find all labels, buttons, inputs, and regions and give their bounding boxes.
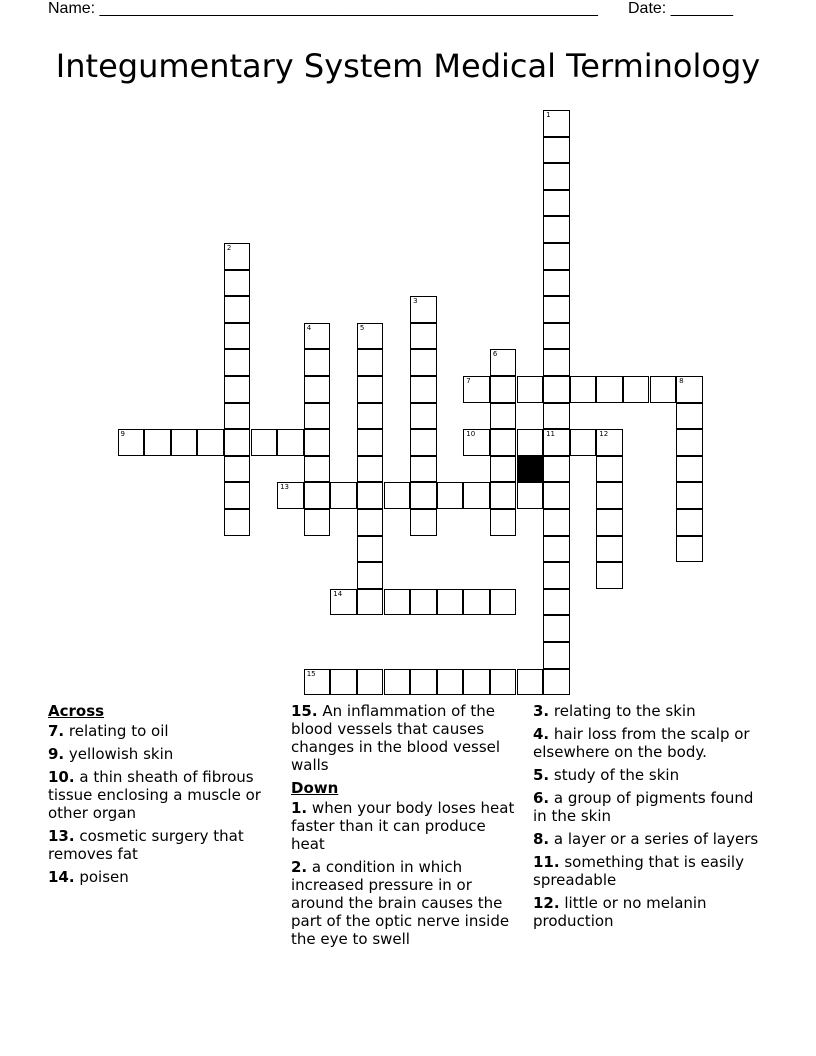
crossword-cell[interactable]	[410, 296, 437, 323]
crossword-cell[interactable]	[437, 482, 464, 509]
crossword-cell[interactable]	[463, 429, 490, 456]
crossword-cell[interactable]	[676, 509, 703, 536]
crossword-cell[interactable]	[490, 349, 517, 376]
crossword-cell[interactable]	[304, 509, 331, 536]
clue-down-2: 2. a condition in which increased pressure in or around the brain causes the part of the optic nerve inside the eye to swell	[291, 858, 510, 948]
clue-number-13: 13	[280, 483, 290, 492]
crossword-cell[interactable]	[596, 482, 623, 509]
page-title: Integumentary System Medical Terminology	[55, 47, 761, 85]
clue-number-3: 3	[413, 297, 418, 306]
crossword-cell[interactable]	[304, 482, 331, 509]
crossword-cell[interactable]	[357, 403, 384, 430]
crossword-cell[interactable]	[543, 216, 570, 243]
clue-across-14: 14. poisen	[48, 868, 129, 886]
crossword-cell[interactable]	[224, 323, 251, 350]
crossword-cell[interactable]	[570, 429, 597, 456]
clue-across-9: 9. yellowish skin	[48, 745, 174, 763]
crossword-cell[interactable]	[676, 536, 703, 563]
crossword-cell[interactable]	[357, 589, 384, 616]
crossword-cell[interactable]	[463, 482, 490, 509]
crossword-cell[interactable]	[251, 429, 278, 456]
clue-down-5: 5. study of the skin	[533, 766, 680, 784]
crossword-cell[interactable]	[304, 403, 331, 430]
crossword-cell[interactable]	[410, 482, 437, 509]
crossword-cell[interactable]	[543, 270, 570, 297]
crossword-cell[interactable]	[490, 403, 517, 430]
crossword-cell[interactable]	[410, 323, 437, 350]
crossword-cell[interactable]	[463, 376, 490, 403]
crossword-cell[interactable]	[304, 456, 331, 483]
crossword-cell[interactable]	[304, 429, 331, 456]
crossword-cell[interactable]	[410, 456, 437, 483]
crossword-cell[interactable]	[543, 243, 570, 270]
clue-down-12: 12. little or no melanin production	[533, 894, 707, 930]
crossword-cell[interactable]	[357, 456, 384, 483]
crossword-cell[interactable]	[197, 429, 224, 456]
crossword-cell[interactable]	[543, 137, 570, 164]
crossword-cell[interactable]	[543, 456, 570, 483]
crossword-cell[interactable]	[543, 536, 570, 563]
clue-down-8: 8. a layer or a series of layers	[533, 830, 759, 848]
crossword-cell[interactable]	[410, 429, 437, 456]
crossword-cell[interactable]	[277, 429, 304, 456]
clue-number-6: 6	[492, 350, 498, 359]
crossword-cell[interactable]	[490, 589, 517, 616]
crossword-cell[interactable]	[357, 669, 384, 696]
clue-down-6: 6. a group of pigments found in the skin	[533, 789, 754, 825]
date-field-label: Date: _______	[628, 0, 733, 17]
crossword-cell[interactable]	[543, 615, 570, 642]
crossword-cell[interactable]	[357, 482, 384, 509]
crossword-cell[interactable]	[543, 296, 570, 323]
crossword-cell[interactable]	[224, 429, 251, 456]
crossword-cell[interactable]	[384, 669, 411, 696]
crossword-cell[interactable]	[676, 482, 703, 509]
crossword-cell[interactable]	[357, 429, 384, 456]
crossword-cell[interactable]	[543, 190, 570, 217]
crossword-cell[interactable]	[650, 376, 677, 403]
crossword-cell[interactable]	[490, 456, 517, 483]
crossword-cell[interactable]	[463, 589, 490, 616]
crossword-cell[interactable]	[676, 403, 703, 430]
crossword-cell[interactable]	[118, 429, 145, 456]
clue-number-15: 15	[306, 669, 316, 678]
across-heading: Across	[48, 702, 105, 720]
crossword-cell[interactable]	[543, 163, 570, 190]
crossword-cell[interactable]	[517, 429, 544, 456]
crossword-cell[interactable]	[410, 403, 437, 430]
crossword-cell[interactable]	[676, 456, 703, 483]
crossword-cell[interactable]	[304, 669, 331, 696]
crossword-cell[interactable]	[543, 642, 570, 669]
crossword-cell[interactable]	[596, 536, 623, 563]
crossword-cell[interactable]	[437, 669, 464, 696]
crossword-cell[interactable]	[330, 669, 357, 696]
clue-number-9: 9	[120, 430, 125, 439]
crossword-cell[interactable]	[384, 482, 411, 509]
name-field-label: Name: ________________________________________________________	[48, 0, 598, 17]
crossword-cell[interactable]	[330, 589, 357, 616]
crossword-cell[interactable]	[304, 376, 331, 403]
clues-column-1	[48, 702, 280, 891]
clue-number-12: 12	[599, 430, 609, 439]
crossword-cell[interactable]	[596, 509, 623, 536]
crossword-cell[interactable]	[357, 376, 384, 403]
crossword-cell[interactable]	[224, 456, 251, 483]
crossword-cell[interactable]	[410, 376, 437, 403]
clue-across-13: 13. cosmetic surgery that removes fat	[48, 827, 244, 863]
clue-number-14: 14	[333, 589, 343, 598]
crossword-cell[interactable]	[543, 376, 570, 403]
clue-across-10: 10. a thin sheath of fibrous tissue enclosing a muscle or other organ	[48, 768, 261, 822]
clue-down-11: 11. something that is easily spreadable	[533, 853, 744, 889]
crossword-cell[interactable]	[490, 509, 517, 536]
crossword-cell[interactable]	[224, 243, 251, 270]
crossword-cell[interactable]	[490, 669, 517, 696]
crossword-cell[interactable]	[171, 429, 198, 456]
down-heading: Down	[291, 779, 339, 797]
clue-number-11: 11	[546, 430, 556, 439]
crossword-cell[interactable]	[490, 429, 517, 456]
crossword-cell[interactable]	[543, 429, 570, 456]
crossword-cell[interactable]	[357, 509, 384, 536]
crossword-cell[interactable]	[543, 669, 570, 696]
crossword-cell[interactable]	[543, 482, 570, 509]
clue-number-10: 10	[466, 430, 476, 439]
crossword-cell[interactable]	[144, 429, 171, 456]
crossword-cell[interactable]	[676, 376, 703, 403]
crossword-cell[interactable]	[543, 562, 570, 589]
crossword-cell[interactable]	[277, 482, 304, 509]
crossword-cell[interactable]	[463, 669, 490, 696]
crossword-cell[interactable]	[490, 376, 517, 403]
clue-number-1: 1	[546, 111, 551, 119]
crossword-cell[interactable]	[596, 562, 623, 589]
crossword-cell[interactable]	[357, 349, 384, 376]
crossword-cell[interactable]	[304, 323, 331, 350]
crossword-cell[interactable]	[330, 482, 357, 509]
crossword-cell[interactable]	[410, 509, 437, 536]
crossword-cell[interactable]	[224, 482, 251, 509]
crossword-cell[interactable]	[224, 349, 251, 376]
crossword-cell[interactable]	[410, 589, 437, 616]
crossword-cell[interactable]	[570, 376, 597, 403]
crossword-cell[interactable]	[676, 429, 703, 456]
crossword-cell[interactable]	[596, 456, 623, 483]
crossword-cell[interactable]	[517, 669, 544, 696]
clues-column-2	[291, 702, 523, 953]
clue-down-3: 3. relating to the skin	[533, 702, 696, 720]
crossword-cell[interactable]	[224, 296, 251, 323]
clue-number-8: 8	[679, 377, 684, 385]
crossword-cell[interactable]	[596, 429, 623, 456]
clue-number-2: 2	[226, 244, 232, 252]
crossword-cell[interactable]	[543, 349, 570, 376]
crossword-cell[interactable]	[384, 589, 411, 616]
crossword-cell[interactable]	[410, 669, 437, 696]
crossword-cell[interactable]	[543, 589, 570, 616]
crossword-cell[interactable]	[543, 110, 570, 137]
crossword-cell[interactable]	[357, 536, 384, 563]
crossword-cell[interactable]	[543, 323, 570, 350]
crossword-cell[interactable]	[517, 482, 544, 509]
clue-number-7: 7	[466, 377, 471, 385]
crossword-cell[interactable]	[596, 376, 623, 403]
clue-down-1: 1. when your body loses heat faster than it can produce heat	[291, 799, 515, 853]
crossword-cell[interactable]	[543, 403, 570, 430]
clue-across-15: 15. An inflammation of the blood vessels that causes changes in the blood vessel walls	[291, 702, 501, 774]
crossword-black-cell	[517, 456, 544, 483]
clues-column-3	[533, 702, 765, 935]
crossword-cell[interactable]	[304, 349, 331, 376]
crossword-cell[interactable]	[224, 270, 251, 297]
crossword-cell[interactable]	[224, 403, 251, 430]
clue-number-4: 4	[306, 323, 312, 332]
crossword-cell[interactable]	[517, 376, 544, 403]
clue-number-5: 5	[359, 323, 365, 332]
crossword-cell[interactable]	[437, 589, 464, 616]
crossword-cell[interactable]	[224, 376, 251, 403]
clue-down-4: 4. hair loss from the scalp or elsewhere on the body.	[533, 725, 750, 761]
crossword-cell[interactable]	[490, 482, 517, 509]
crossword-cell[interactable]	[357, 323, 384, 350]
clue-across-7: 7. relating to oil	[48, 722, 169, 740]
crossword-cell[interactable]	[357, 562, 384, 589]
crossword-cell[interactable]	[543, 509, 570, 536]
crossword-cell[interactable]	[410, 349, 437, 376]
crossword-cell[interactable]	[623, 376, 650, 403]
crossword-cell[interactable]	[224, 509, 251, 536]
